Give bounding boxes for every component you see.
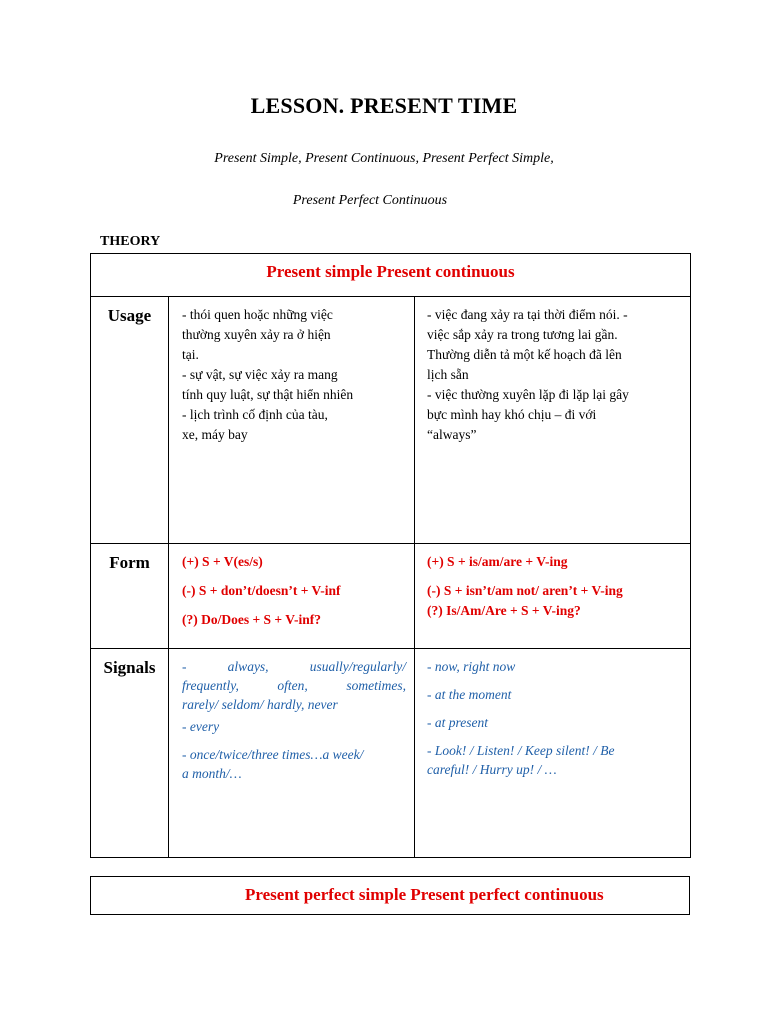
usage-simple-line: - thói quen hoặc những việc [182, 307, 333, 322]
table2-header-text: Present perfect simple Present perfect continuous [245, 885, 604, 904]
lesson-subtitle-line2: Present Perfect Continuous [292, 193, 448, 208]
usage-continuous-line: - việc đang xảy ra tại thời điểm nói. - [427, 307, 628, 322]
usage-simple-line: xe, máy bay [182, 427, 248, 442]
signals-simple-cell [169, 649, 415, 858]
signals-simple-line: rarely/ seldom/ hardly, never [182, 697, 338, 712]
signals-simple-line: - every [182, 719, 220, 734]
row-label-usage: Usage [107, 306, 152, 325]
usage-continuous-line: việc sắp xảy ra trong tương lai gần. [427, 327, 618, 342]
signals-continuous-cell [415, 649, 691, 858]
lesson-title: LESSON. PRESENT TIME [250, 93, 518, 118]
usage-simple-line: - sự vật, sự việc xảy ra mang [182, 367, 338, 382]
grammar-table-perfect-header [90, 876, 690, 915]
usage-simple-cell [169, 297, 415, 544]
form-continuous-line: (-) S + isn’t/am not/ aren’t + V-ing [427, 583, 623, 598]
form-simple-line: (?) Do/Does + S + V-inf? [182, 612, 322, 627]
lesson-subtitle-line1: Present Simple, Present Continuous, Present Perfect Simple, [214, 151, 554, 166]
form-simple-cell [169, 544, 415, 649]
usage-continuous-line: “always” [427, 427, 477, 442]
row-label-cell [91, 649, 169, 858]
form-simple-line: (-) S + don’t/doesn’t + V-inf [182, 583, 341, 598]
signals-continuous-line: - Look! / Listen! / Keep silent! / Be [427, 743, 615, 758]
form-continuous-line: (+) S + is/am/are + V-ing [427, 554, 568, 569]
row-label-cell [91, 297, 169, 544]
usage-simple-line: tại. [182, 347, 199, 362]
form-continuous-cell [415, 544, 691, 649]
usage-continuous-line: Thường diễn tả một kế hoạch đã lên [427, 347, 622, 362]
signals-simple-line: frequently, often, sometimes, [182, 678, 406, 693]
signals-continuous-line: careful! / Hurry up! / … [427, 762, 557, 777]
row-label-signals: Signals [103, 658, 156, 677]
table-row-usage [91, 297, 691, 544]
form-continuous-line: (?) Is/Am/Are + S + V-ing? [427, 603, 581, 618]
usage-simple-line: tính quy luật, sự thật hiển nhiên [182, 387, 354, 402]
usage-continuous-line: bực mình hay khó chịu – đi với [427, 407, 597, 422]
usage-simple-line: - lịch trình cố định của tàu, [182, 407, 328, 422]
signals-simple-line: - once/twice/three times…a week/ [182, 747, 364, 762]
table-row-form [91, 544, 691, 649]
table-header-cell [91, 254, 691, 297]
signals-continuous-line: - at present [427, 715, 488, 730]
signals-simple-line: - always, usually/regularly/ [182, 659, 406, 674]
table-header-text: Present simple Present continuous [266, 262, 515, 281]
usage-continuous-line: lịch sẵn [427, 367, 469, 382]
usage-continuous-cell [415, 297, 691, 544]
signals-simple-line: a month/… [182, 766, 242, 781]
form-simple-line: (+) S + V(es/s) [182, 554, 263, 569]
grammar-table-present [90, 253, 691, 858]
section-label-theory: THEORY [100, 234, 161, 249]
table-row-signals [91, 649, 691, 858]
row-label-form: Form [109, 553, 150, 572]
usage-continuous-line: - việc thường xuyên lặp đi lặp lại gây [427, 387, 629, 402]
signals-continuous-line: - now, right now [427, 659, 516, 674]
usage-simple-line: thường xuyên xảy ra ở hiện [182, 327, 331, 342]
row-label-cell [91, 544, 169, 649]
signals-continuous-line: - at the moment [427, 687, 512, 702]
